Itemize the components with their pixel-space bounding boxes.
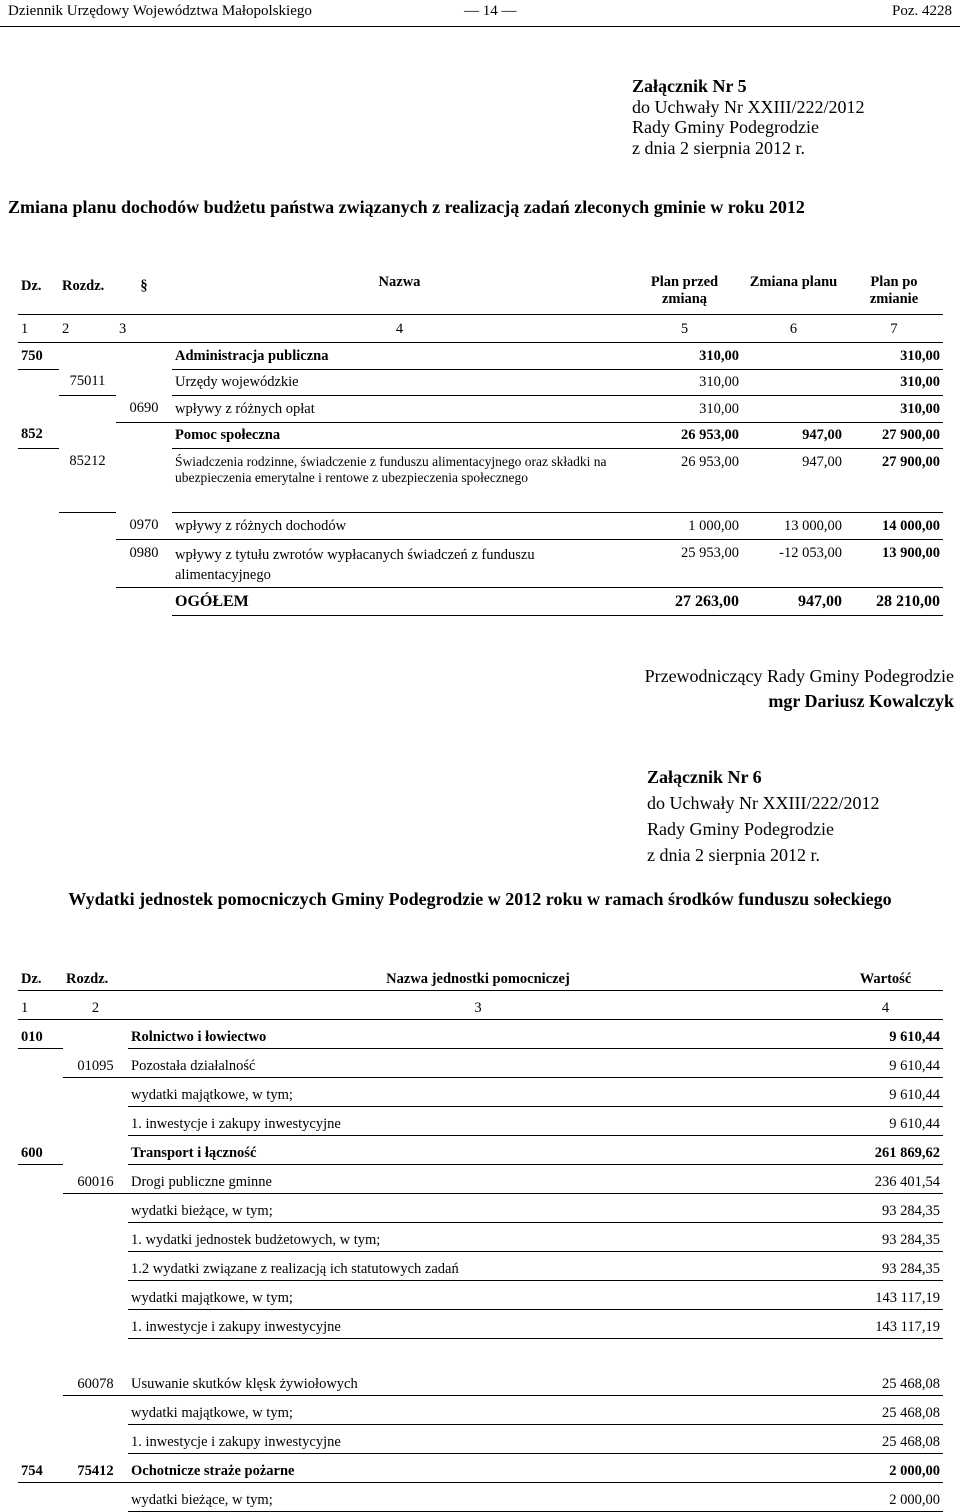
table-row: [18, 1396, 943, 1425]
colnum-cell: 6: [742, 314, 845, 342]
table-row: [18, 1049, 943, 1078]
colnum-cell: 5: [627, 314, 742, 342]
name-cell: Pomoc społeczna: [172, 422, 627, 448]
header-cell: §: [116, 270, 172, 314]
rozdz-cell: [59, 422, 116, 448]
rozdz-cell: 01095: [63, 1049, 128, 1078]
table2-title: Wydatki jednostek pomocniczych Gminy Podegrodzie w 2012 roku w ramach środków funduszu sołeckiego: [68, 889, 892, 909]
rozdz-cell: [63, 1107, 128, 1136]
header-cell: Plan przed zmianą: [627, 270, 742, 314]
par-cell: [116, 587, 172, 615]
name-cell: Usuwanie skutków klęsk żywiołowych: [128, 1367, 828, 1396]
header-cell: Dz.: [18, 962, 63, 991]
value-cell: 9 610,44: [828, 1049, 943, 1078]
table-row: [18, 395, 943, 422]
rozdz-cell: 60016: [63, 1165, 128, 1194]
dz-cell: [18, 1396, 63, 1425]
change-cell: [742, 342, 845, 369]
dz-cell: 750: [18, 342, 59, 369]
attachment-date: z dnia 2 sierpnia 2012 r.: [632, 137, 805, 158]
name-cell: wydatki majątkowe, w tym;: [128, 1078, 828, 1107]
table-row: [18, 1339, 943, 1368]
dz-cell: [18, 1078, 63, 1107]
header-cell: Dz.: [18, 270, 59, 314]
dz-cell: 600: [18, 1136, 63, 1165]
change-cell: [742, 369, 845, 395]
name-cell: wpływy z różnych dochodów: [172, 512, 627, 539]
before-cell: 26 953,00: [627, 448, 742, 512]
name-cell: wydatki bieżące, w tym;: [128, 1483, 828, 1512]
name-cell: 1. inwestycje i zakupy inwestycyjne: [128, 1107, 828, 1136]
name-cell: OGÓŁEM: [172, 587, 627, 615]
before-cell: 310,00: [627, 395, 742, 422]
dz-cell: [18, 539, 59, 587]
value-cell: 93 284,35: [828, 1252, 943, 1281]
name-cell: wydatki bieżące, w tym;: [128, 1194, 828, 1223]
header-cell: Rozdz.: [59, 270, 116, 314]
header-cell: Zmiana planu: [742, 270, 845, 314]
dz-cell: [18, 448, 59, 512]
header-cell: Plan po zmianie: [845, 270, 943, 314]
rozdz-cell: [63, 1020, 128, 1049]
colnum-cell: 3: [128, 991, 828, 1020]
page-number: — 14 —: [464, 3, 517, 19]
par-cell: [116, 342, 172, 369]
value-cell: 9 610,44: [828, 1020, 943, 1049]
before-cell: 310,00: [627, 369, 742, 395]
header-cell: Nazwa jednostki pomocniczej: [128, 962, 828, 991]
header-cell: Rozdz.: [63, 962, 128, 991]
rozdz-cell: 75011: [59, 369, 116, 395]
value-cell: 2 000,00: [828, 1483, 943, 1512]
table-header-row: [18, 962, 943, 991]
table-row: [18, 1078, 943, 1107]
dz-cell: [18, 1483, 63, 1512]
colnum-cell: 1: [18, 991, 63, 1020]
rozdz-cell: [63, 1252, 128, 1281]
journal-title: Dziennik Urzędowy Województwa Małopolskiego: [8, 3, 312, 19]
par-cell: 0690: [116, 395, 172, 422]
change-cell: [742, 395, 845, 422]
council-name: Rady Gminy Podegrodzie: [632, 117, 819, 137]
dz-cell: [18, 1310, 63, 1339]
dz-cell: [18, 1339, 63, 1368]
dz-cell: [18, 1165, 63, 1194]
par-cell: [116, 422, 172, 448]
table-row: [18, 512, 943, 539]
colnum-cell: 2: [59, 314, 116, 342]
name-cell: Pozostała działalność: [128, 1049, 828, 1078]
before-cell: 27 263,00: [627, 587, 742, 615]
colnum-cell: 3: [116, 314, 172, 342]
rozdz-cell: [59, 395, 116, 422]
attachment-5-block: [632, 76, 864, 158]
change-cell: 947,00: [742, 448, 845, 512]
change-cell: -12 053,00: [742, 539, 845, 587]
name-cell: 1. inwestycje i zakupy inwestycyjne: [128, 1425, 828, 1454]
value-cell: 236 401,54: [828, 1165, 943, 1194]
table-total-row: [18, 587, 943, 615]
par-cell: 0970: [116, 512, 172, 539]
name-cell: Rolnictwo i łowiectwo: [128, 1020, 828, 1049]
table-row: [18, 1020, 943, 1049]
value-cell: 261 869,62: [828, 1136, 943, 1165]
rozdz-cell: [59, 342, 116, 369]
village-fund-table: [18, 962, 943, 1512]
table-row: [18, 1223, 943, 1252]
value-cell: 2 000,00: [828, 1454, 943, 1483]
dz-cell: [18, 1281, 63, 1310]
name-cell: Drogi publiczne gminne: [128, 1165, 828, 1194]
table-row: [18, 1425, 943, 1454]
table-row: [18, 1136, 943, 1165]
dz-cell: [18, 1223, 63, 1252]
before-cell: 26 953,00: [627, 422, 742, 448]
dz-cell: [18, 1107, 63, 1136]
dz-cell: 010: [18, 1020, 63, 1049]
resolution-ref: do Uchwały Nr XXIII/222/2012: [632, 96, 865, 117]
table-row: [18, 1165, 943, 1194]
table-row: [18, 1454, 943, 1483]
change-cell: 13 000,00: [742, 512, 845, 539]
table-row: [18, 1281, 943, 1310]
name-cell: 1. wydatki jednostek budżetowych, w tym;: [128, 1223, 828, 1252]
after-cell: 13 900,00: [845, 539, 943, 587]
name-cell: Świadczenia rodzinne, świadczenie z funduszu alimentacyjnego oraz składki na ubezpieczenia emerytalne i rentowe z ubezpieczenia społecznego: [172, 448, 627, 512]
rozdz-cell: [63, 1310, 128, 1339]
dz-cell: [18, 1425, 63, 1454]
value-cell: 9 610,44: [828, 1078, 943, 1107]
colnum-cell: 4: [172, 314, 627, 342]
dz-cell: [18, 1367, 63, 1396]
signatory-name: mgr Dariusz Kowalczyk: [768, 691, 954, 711]
value-cell: 9 610,44: [828, 1107, 943, 1136]
value-cell: 25 468,08: [828, 1425, 943, 1454]
name-cell: 1. inwestycje i zakupy inwestycyjne: [128, 1310, 828, 1339]
value-cell: 143 117,19: [828, 1281, 943, 1310]
before-cell: 310,00: [627, 342, 742, 369]
name-cell: wpływy z tytułu zwrotów wypłacanych świadczeń z funduszu alimentacyjnego: [172, 539, 627, 587]
name-cell: wpływy z różnych opłat: [172, 395, 627, 422]
table-row: [18, 448, 943, 512]
table-header-row: [18, 270, 943, 314]
rozdz-cell: 60078: [63, 1367, 128, 1396]
rozdz-cell: [63, 1194, 128, 1223]
after-cell: 27 900,00: [845, 448, 943, 512]
table-row: [18, 1483, 943, 1512]
table-row: [18, 1107, 943, 1136]
attachment-title: Załącznik Nr 6: [647, 767, 762, 787]
signatory-role: Przewodniczący Rady Gminy Podegrodzie: [644, 666, 954, 686]
change-cell: 947,00: [742, 587, 845, 615]
table-row: [18, 369, 943, 395]
par-cell: 0980: [116, 539, 172, 587]
dz-cell: [18, 395, 59, 422]
rozdz-cell: 85212: [59, 448, 116, 512]
colnum-cell: 1: [18, 314, 59, 342]
rozdz-cell: [59, 512, 116, 539]
attachment-date: z dnia 2 sierpnia 2012 r.: [647, 845, 820, 865]
value-cell: 25 468,08: [828, 1367, 943, 1396]
value-cell: 93 284,35: [828, 1223, 943, 1252]
rozdz-cell: [63, 1339, 128, 1368]
name-cell: Administracja publiczna: [172, 342, 627, 369]
value-cell: 143 117,19: [828, 1310, 943, 1339]
name-cell: 1.2 wydatki związane z realizacją ich statutowych zadań: [128, 1252, 828, 1281]
rozdz-cell: [63, 1078, 128, 1107]
table-row: [18, 342, 943, 369]
table-row: [18, 1310, 943, 1339]
rozdz-cell: [63, 1483, 128, 1512]
after-cell: 14 000,00: [845, 512, 943, 539]
rozdz-cell: [63, 1136, 128, 1165]
dz-cell: [18, 369, 59, 395]
column-number-row: [18, 314, 943, 342]
name-cell: [128, 1339, 828, 1368]
colnum-cell: 2: [63, 991, 128, 1020]
after-cell: 27 900,00: [845, 422, 943, 448]
value-cell: [828, 1339, 943, 1368]
dz-cell: 754: [18, 1454, 63, 1483]
table-row: [18, 422, 943, 448]
table-row: [18, 539, 943, 587]
table-row: [18, 1194, 943, 1223]
rozdz-cell: [59, 539, 116, 587]
signature-block: [645, 664, 954, 714]
attachment-title: Załącznik Nr 5: [632, 76, 747, 96]
colnum-cell: 4: [828, 991, 943, 1020]
rozdz-cell: [63, 1425, 128, 1454]
after-cell: 310,00: [845, 369, 943, 395]
rozdz-cell: [63, 1281, 128, 1310]
rozdz-cell: [63, 1396, 128, 1425]
after-cell: 310,00: [845, 395, 943, 422]
table1-title: Zmiana planu dochodów budżetu państwa związanych z realizacją zadań zleconych gminie w roku 2012: [8, 197, 805, 217]
after-cell: 28 210,00: [845, 587, 943, 615]
rozdz-cell: 75412: [63, 1454, 128, 1483]
header-cell: Nazwa: [172, 270, 627, 314]
table-row: [18, 1367, 943, 1396]
rozdz-cell: [63, 1223, 128, 1252]
value-cell: 93 284,35: [828, 1194, 943, 1223]
par-cell: [116, 369, 172, 395]
attachment-6-block: [647, 764, 879, 868]
name-cell: Transport i łączność: [128, 1136, 828, 1165]
after-cell: 310,00: [845, 342, 943, 369]
dz-cell: [18, 587, 59, 615]
rozdz-cell: [59, 587, 116, 615]
header-cell: Wartość: [828, 962, 943, 991]
resolution-ref: do Uchwały Nr XXIII/222/2012: [647, 793, 880, 813]
before-cell: 1 000,00: [627, 512, 742, 539]
before-cell: 25 953,00: [627, 539, 742, 587]
name-cell: wydatki majątkowe, w tym;: [128, 1281, 828, 1310]
value-cell: 25 468,08: [828, 1396, 943, 1425]
council-name: Rady Gminy Podegrodzie: [647, 819, 834, 839]
dz-cell: [18, 1049, 63, 1078]
table-row: [18, 1252, 943, 1281]
dz-cell: [18, 512, 59, 539]
name-cell: Urzędy wojewódzkie: [172, 369, 627, 395]
par-cell: [116, 448, 172, 512]
dz-cell: [18, 1252, 63, 1281]
page-header: [0, 0, 960, 27]
name-cell: wydatki majątkowe, w tym;: [128, 1396, 828, 1425]
dz-cell: [18, 1194, 63, 1223]
colnum-cell: 7: [845, 314, 943, 342]
name-cell: Ochotnicze straże pożarne: [128, 1454, 828, 1483]
change-cell: 947,00: [742, 422, 845, 448]
income-change-table: [18, 270, 943, 616]
column-number-row: [18, 991, 943, 1020]
dz-cell: 852: [18, 422, 59, 448]
position-number: Poz. 4228: [892, 3, 952, 19]
